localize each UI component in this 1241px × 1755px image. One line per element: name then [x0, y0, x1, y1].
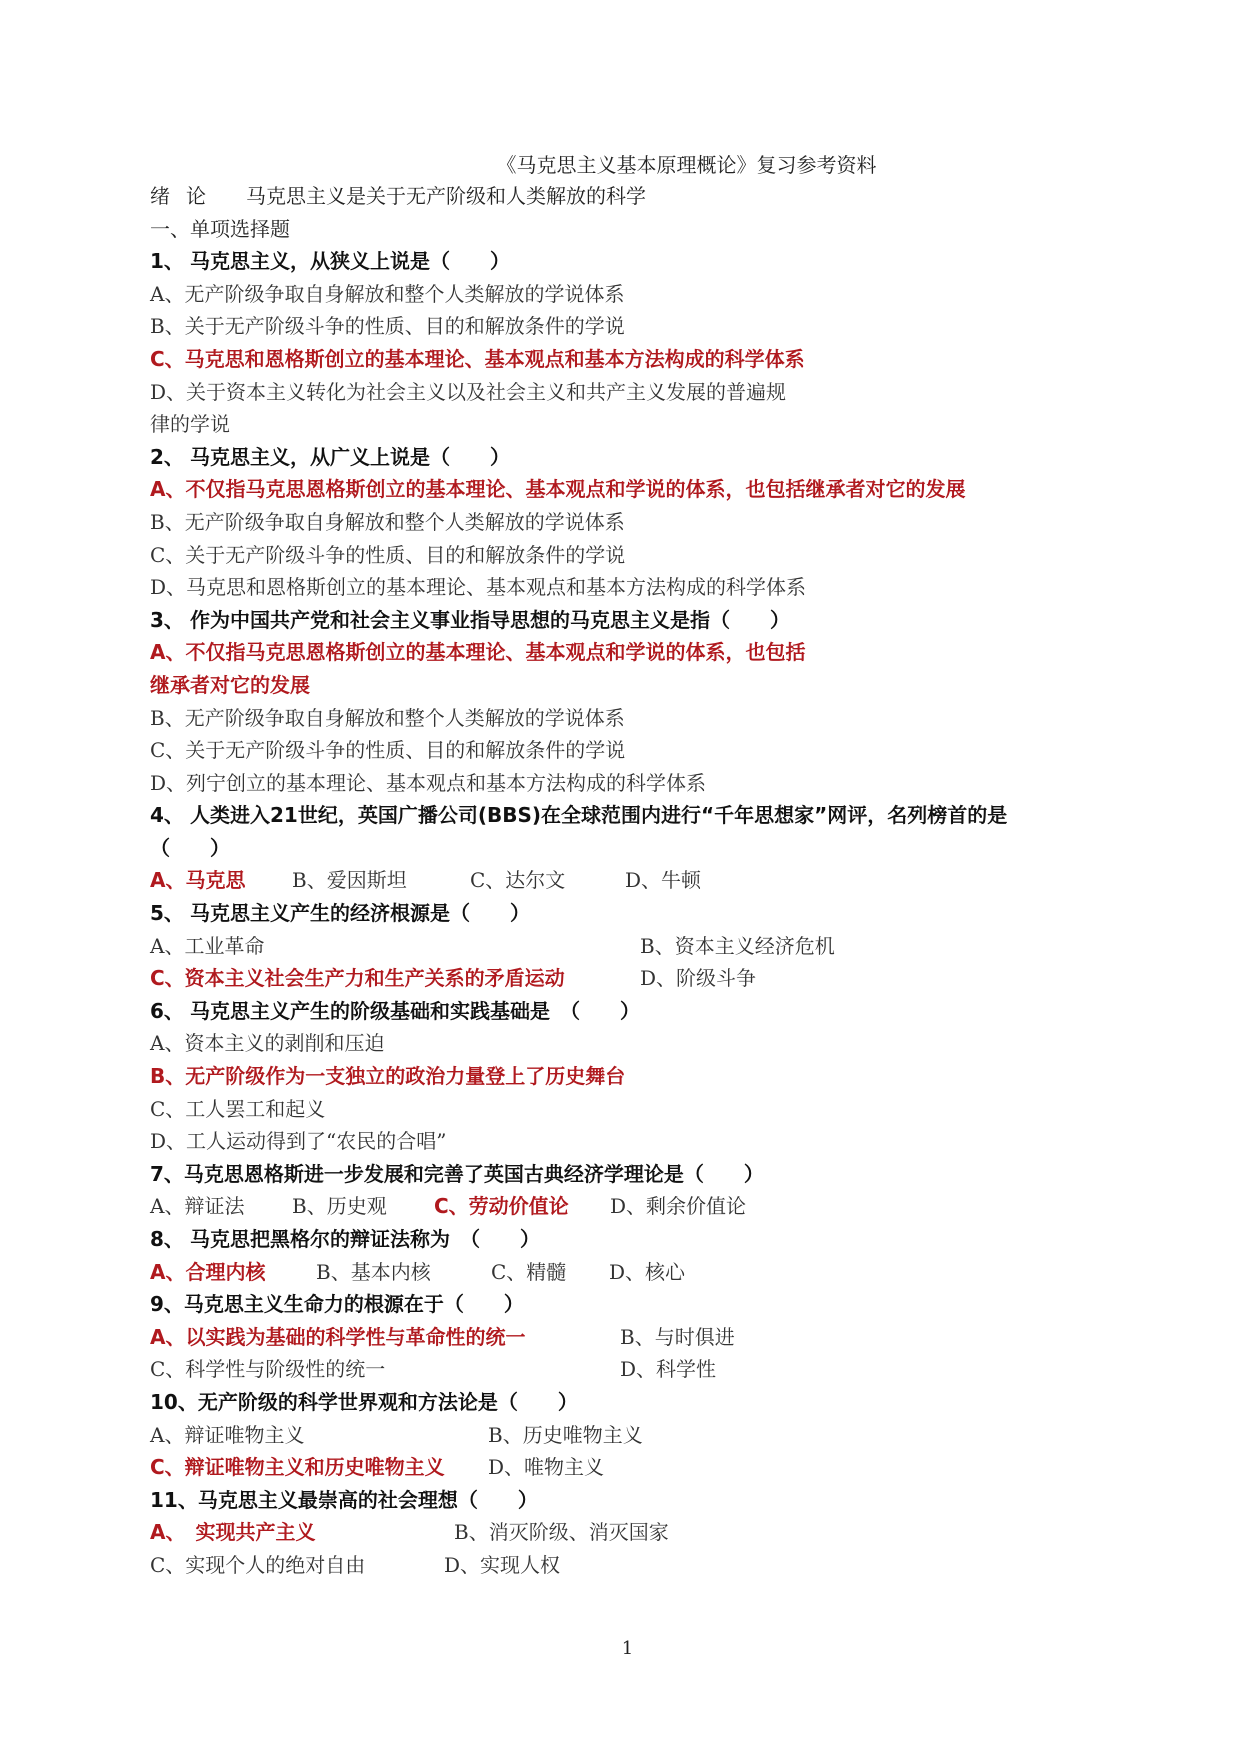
question-text: 马克思把黑格尔的辩证法称为 （ ）: [190, 1227, 540, 1251]
question-text: 马克思主义产生的经济根源是（ ）: [190, 901, 530, 926]
options-row: [150, 864, 1110, 897]
option-c-answer: C、辩证唯物主义和历史唯物主义: [150, 1455, 445, 1480]
options-row: [150, 930, 1110, 963]
options-row: [150, 1321, 1110, 1354]
options-row: [150, 1190, 1110, 1223]
question-4-continued: （ ）: [150, 835, 230, 860]
question-3: [150, 604, 1110, 637]
options-row: [150, 1256, 1110, 1289]
option-d: D、实现人权: [444, 1552, 561, 1577]
question-text: 人类进入21世纪，英国广播公司(BBS)在全球范围内进行“千年思想家”网评，名列榜首的是: [190, 803, 1008, 828]
chapter-title: 马克思主义是关于无产阶级和人类解放的科学: [246, 184, 646, 208]
option-b: B、历史唯物主义: [488, 1422, 643, 1447]
option-a-answer: A、合理内核: [150, 1259, 266, 1284]
question-text: 马克思主义，从广义上说是（ ）: [190, 444, 510, 469]
option-a-answer: A、 实现共产主义: [150, 1520, 316, 1545]
option-c: C、实现个人的绝对自由: [150, 1552, 366, 1577]
option-b: B、历史观: [292, 1194, 387, 1219]
options-row: [150, 1353, 1110, 1386]
option-a-answer: A、不仅指马克思恩格斯创立的基本理论、基本观点和学说的体系，也包括: [150, 640, 806, 665]
question-number: 2、: [150, 444, 184, 469]
option-b: B、基本内核: [316, 1259, 431, 1284]
option-c: C、精髓: [491, 1259, 567, 1284]
question-8: [150, 1223, 1110, 1256]
question-4: [150, 799, 1110, 832]
question-10: 10、无产阶级的科学世界观和方法论是（ ）: [150, 1389, 578, 1414]
option-a-answer: A、不仅指马克思恩格斯创立的基本理论、基本观点和学说的体系，也包括继承者对它的发展: [150, 477, 966, 502]
options-row: [150, 1419, 1110, 1452]
question-7: 7、马克思恩格斯进一步发展和完善了英国古典经济学理论是（ ）: [150, 1161, 764, 1186]
option-c-answer: C、劳动价值论: [434, 1194, 569, 1219]
question-text: 马克思主义，从狭义上说是（ ）: [190, 249, 510, 274]
question-6: [150, 995, 1110, 1028]
question-2: [150, 441, 1110, 474]
option-d: D、关于资本主义转化为社会主义以及社会主义和共产主义发展的普遍规: [150, 379, 787, 404]
option-c: C、关于无产阶级斗争的性质、目的和解放条件的学说: [150, 542, 626, 567]
option-b: B、爱因斯坦: [292, 868, 407, 893]
option-a-answer-continued: 继承者对它的发展: [150, 672, 310, 697]
option-d: D、阶级斗争: [640, 966, 757, 991]
question-number: 8、: [150, 1227, 184, 1251]
option-b: B、无产阶级争取自身解放和整个人类解放的学说体系: [150, 705, 625, 730]
option-d: D、列宁创立的基本理论、基本观点和基本方法构成的科学体系: [150, 770, 707, 795]
page-number: 1: [621, 1638, 634, 1659]
question-number: 5、: [150, 901, 184, 926]
question-5: [150, 897, 1110, 930]
option-a-answer: A、以实践为基础的科学性与革命性的统一: [150, 1324, 526, 1349]
question-text: 马克思主义产生的阶级基础和实践基础是 （ ）: [190, 998, 640, 1023]
option-a: A、辩证唯物主义: [150, 1422, 305, 1447]
question-11: 11、马克思主义最崇高的社会理想（ ）: [150, 1487, 538, 1512]
question-number: 6、: [150, 998, 184, 1023]
question-number: 3、: [150, 607, 184, 632]
chapter-label: 绪论: [150, 184, 222, 208]
option-a-answer: A、马克思: [150, 868, 246, 893]
option-a: A、无产阶级争取自身解放和整个人类解放的学说体系: [150, 281, 625, 306]
option-d: D、工人运动得到了“农民的合唱”: [150, 1129, 447, 1154]
options-row: [150, 1516, 1110, 1549]
page-title: 《马克思主义基本原理概论》复习参考资料: [496, 153, 877, 177]
option-a: A、工业革命: [150, 933, 265, 958]
option-c: C、关于无产阶级斗争的性质、目的和解放条件的学说: [150, 738, 626, 763]
option-b-answer: B、无产阶级作为一支独立的政治力量登上了历史舞台: [150, 1064, 626, 1089]
question-1: [150, 245, 1110, 278]
document-body: [150, 180, 1110, 1582]
option-b: B、与时俱进: [620, 1324, 735, 1349]
option-d: D、科学性: [620, 1357, 717, 1382]
chapter-heading: [150, 180, 1110, 213]
option-a: A、辩证法: [150, 1194, 245, 1219]
option-c-answer: C、马克思和恩格斯创立的基本理论、基本观点和基本方法构成的科学体系: [150, 346, 805, 371]
option-b: B、消灭阶级、消灭国家: [454, 1520, 669, 1545]
option-d: D、唯物主义: [488, 1455, 605, 1480]
option-c: C、达尔文: [470, 868, 566, 893]
question-text: 作为中国共产党和社会主义事业指导思想的马克思主义是指（ ）: [190, 607, 790, 632]
option-b: B、资本主义经济危机: [640, 933, 835, 958]
options-row: [150, 1549, 1110, 1582]
section-heading: 一、单项选择题: [150, 216, 290, 241]
option-d: D、牛顿: [625, 868, 702, 893]
options-row: [150, 962, 1110, 995]
question-number: 1、: [150, 249, 184, 274]
option-a: A、资本主义的剥削和压迫: [150, 1031, 385, 1056]
option-b: B、关于无产阶级斗争的性质、目的和解放条件的学说: [150, 314, 625, 339]
option-c: C、科学性与阶级性的统一: [150, 1357, 386, 1382]
option-d: D、马克思和恩格斯创立的基本理论、基本观点和基本方法构成的科学体系: [150, 575, 807, 600]
question-9: 9、马克思主义生命力的根源在于（ ）: [150, 1292, 524, 1317]
option-d: D、剩余价值论: [610, 1194, 747, 1219]
option-d-continued: 律的学说: [150, 412, 230, 437]
option-d: D、核心: [609, 1259, 686, 1284]
option-c: C、工人罢工和起义: [150, 1096, 326, 1121]
options-row: [150, 1451, 1110, 1484]
option-c-answer: C、资本主义社会生产力和生产关系的矛盾运动: [150, 966, 565, 991]
question-number: 4、: [150, 803, 184, 828]
option-b: B、无产阶级争取自身解放和整个人类解放的学说体系: [150, 509, 625, 534]
